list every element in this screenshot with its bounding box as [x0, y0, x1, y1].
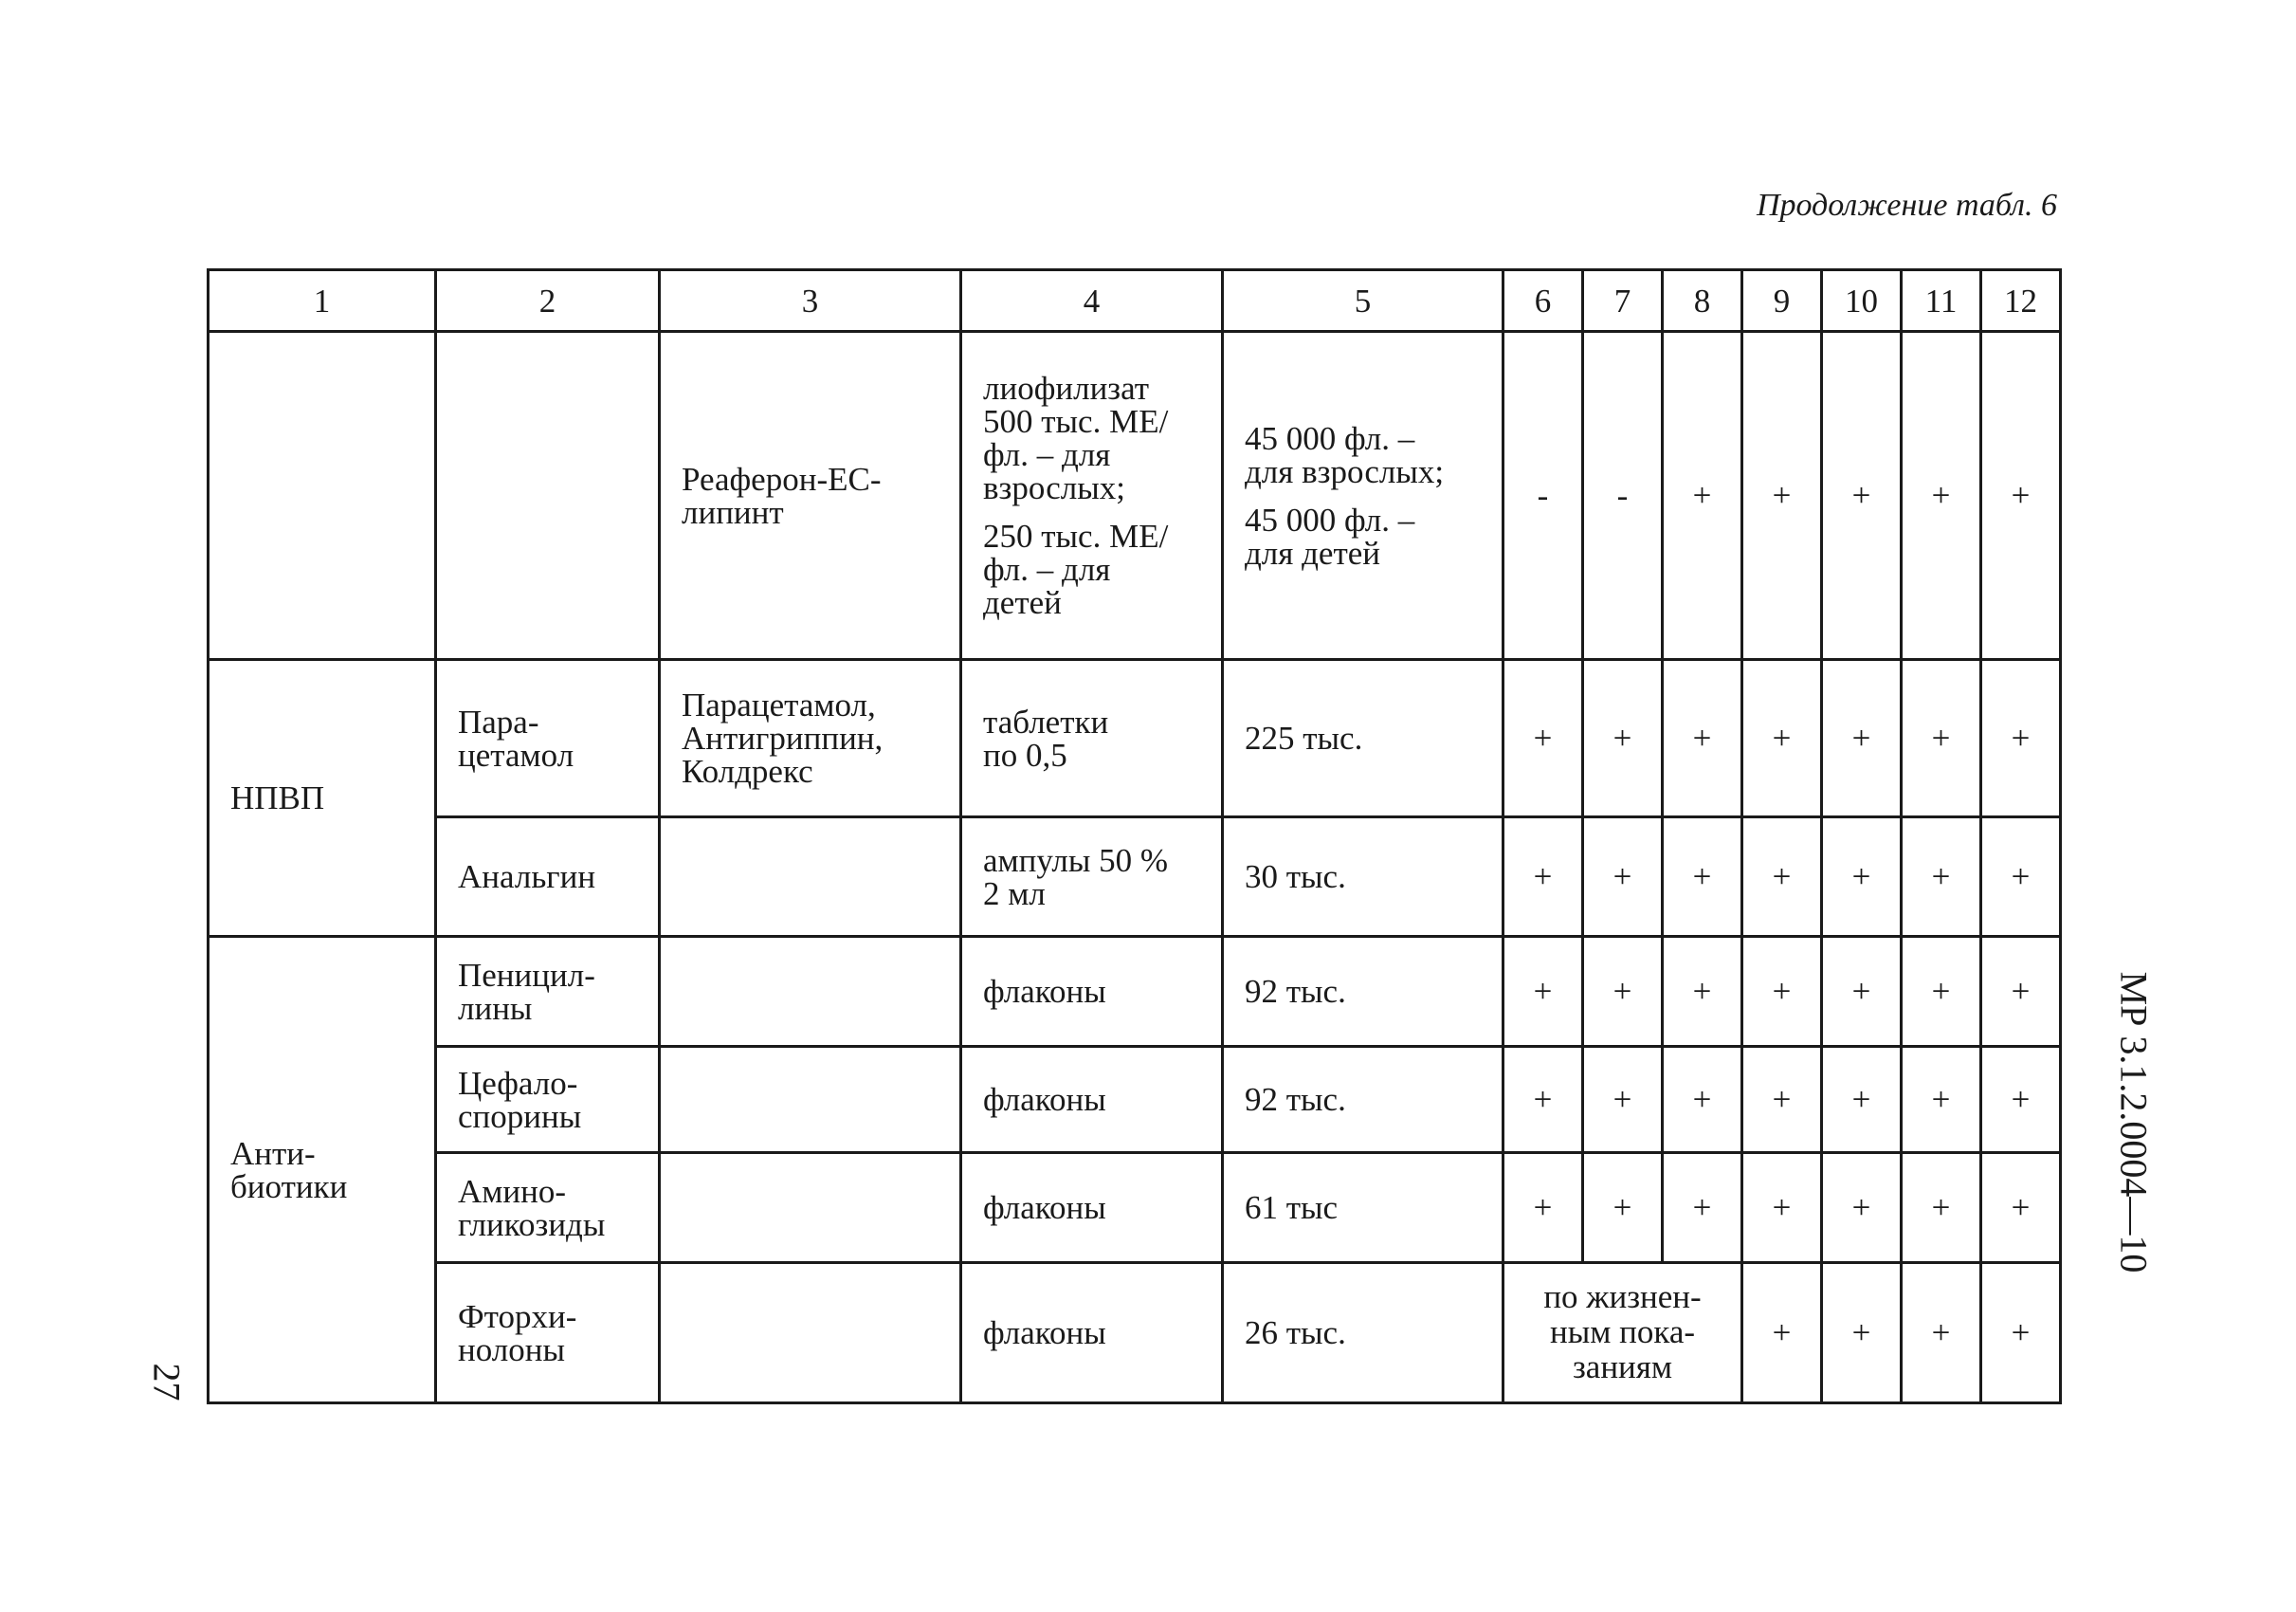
sign-cell: + — [1981, 1047, 2061, 1153]
table-cell — [660, 817, 961, 937]
table-cell: Анальгин — [436, 817, 660, 937]
table-cell: ампулы 50 % 2 мл — [961, 817, 1223, 937]
group-cell: НПВП — [209, 660, 436, 937]
sign-cell: + — [1822, 937, 1902, 1047]
data-table — [207, 268, 2062, 1404]
col-header: 10 — [1822, 270, 1902, 332]
sign-cell: + — [1663, 332, 1742, 660]
table-cell: 26 тыс. — [1223, 1263, 1503, 1403]
table-cell: флаконы — [961, 1153, 1223, 1263]
page-number: 27 — [145, 1363, 189, 1401]
sign-cell: + — [1822, 1263, 1902, 1403]
sign-cell: + — [1822, 1047, 1902, 1153]
table-cell: Парацетамол, Антигриппин, Колдрекс — [660, 660, 961, 817]
col-header: 5 — [1223, 270, 1503, 332]
sign-cell: + — [1742, 1047, 1822, 1153]
sign-cell: + — [1822, 660, 1902, 817]
quantity: 45 000 фл. – для взрослых; — [1245, 419, 1445, 490]
sign-cell: + — [1742, 1263, 1822, 1403]
sign-cell: + — [1503, 660, 1583, 817]
sign-cell: + — [1742, 937, 1822, 1047]
table-cell — [660, 1153, 961, 1263]
col-header: 9 — [1742, 270, 1822, 332]
table-cell: таблетки по 0,5 — [961, 660, 1223, 817]
col-header: 12 — [1981, 270, 2061, 332]
sign-cell: + — [1503, 1047, 1583, 1153]
col-header: 6 — [1503, 270, 1583, 332]
table-header-row — [209, 270, 2061, 332]
col-header: 11 — [1902, 270, 1981, 332]
col-header: 7 — [1583, 270, 1663, 332]
col-header: 2 — [436, 270, 660, 332]
table-row — [209, 332, 2061, 660]
table-cell — [660, 937, 961, 1047]
sign-cell: + — [1503, 937, 1583, 1047]
sign-cell: + — [1822, 332, 1902, 660]
sign-cell: + — [1503, 817, 1583, 937]
sign-cell: + — [1663, 1047, 1742, 1153]
table-cell — [961, 332, 1223, 660]
sign-cell: + — [1822, 1153, 1902, 1263]
table-cell: Амино- гликозиды — [436, 1153, 660, 1263]
col-header: 8 — [1663, 270, 1742, 332]
sign-cell: + — [1902, 937, 1981, 1047]
sign-cell: - — [1503, 332, 1583, 660]
sign-cell: + — [1981, 937, 2061, 1047]
table-cell — [1223, 332, 1503, 660]
table-cell: 61 тыс — [1223, 1153, 1503, 1263]
table-cell: 225 тыс. — [1223, 660, 1503, 817]
col-header: 3 — [660, 270, 961, 332]
col-header: 4 — [961, 270, 1223, 332]
table-row — [209, 1263, 2061, 1403]
table-cell — [660, 332, 961, 660]
sign-cell: + — [1503, 1153, 1583, 1263]
sign-cell: + — [1742, 817, 1822, 937]
table-cell: флаконы — [961, 937, 1223, 1047]
dosage-form: лиофилизат 500 тыс. МЕ/ фл. – для взрослых; — [983, 370, 1169, 506]
sign-cell: + — [1981, 332, 2061, 660]
table-row — [209, 937, 2061, 1047]
table-row — [209, 1153, 2061, 1263]
sign-cell: + — [1583, 1047, 1663, 1153]
sign-cell: + — [1981, 1263, 2061, 1403]
table-row — [209, 660, 2061, 817]
sign-cell: + — [1583, 660, 1663, 817]
group-cell: Анти- биотики — [209, 937, 436, 1403]
sign-cell: + — [1583, 817, 1663, 937]
merged-note-cell: по жизнен- ным пока- заниям — [1503, 1263, 1742, 1403]
sign-cell: + — [1822, 817, 1902, 937]
table-cell: Пара- цетамол — [436, 660, 660, 817]
table-caption: Продолжение табл. 6 — [1756, 188, 2057, 223]
sign-cell: + — [1902, 1047, 1981, 1153]
col-header: 1 — [209, 270, 436, 332]
sign-cell: - — [1583, 332, 1663, 660]
table-cell — [209, 332, 436, 660]
sign-cell: + — [1981, 660, 2061, 817]
sign-cell: + — [1583, 1153, 1663, 1263]
table-row — [209, 1047, 2061, 1153]
dosage-form: 250 тыс. МЕ/ фл. – для детей — [983, 518, 1169, 621]
document-code: МР 3.1.2.0004—10 — [2112, 971, 2156, 1273]
table-cell: Цефало- спорины — [436, 1047, 660, 1153]
sign-cell: + — [1663, 1153, 1742, 1263]
table-cell: Фторхи- нолоны — [436, 1263, 660, 1403]
sign-cell: + — [1742, 660, 1822, 817]
sign-cell: + — [1902, 1263, 1981, 1403]
sign-cell: + — [1663, 660, 1742, 817]
sign-cell: + — [1742, 1153, 1822, 1263]
sign-cell: + — [1981, 1153, 2061, 1263]
table-cell — [660, 1047, 961, 1153]
table-row — [209, 817, 2061, 937]
sign-cell: + — [1663, 817, 1742, 937]
table-cell: флаконы — [961, 1263, 1223, 1403]
table-cell — [660, 1263, 961, 1403]
sign-cell: + — [1583, 937, 1663, 1047]
sign-cell: + — [1902, 332, 1981, 660]
sign-cell: + — [1742, 332, 1822, 660]
drug-name: Реаферон-ЕС- липинт — [682, 460, 882, 531]
table-cell: 92 тыс. — [1223, 937, 1503, 1047]
quantity: 45 000 фл. – для детей — [1245, 501, 1415, 572]
sign-cell: + — [1981, 817, 2061, 937]
table-cell: 30 тыс. — [1223, 817, 1503, 937]
table-cell: флаконы — [961, 1047, 1223, 1153]
sign-cell: + — [1902, 817, 1981, 937]
sign-cell: + — [1663, 937, 1742, 1047]
table-cell: Пеницил- лины — [436, 937, 660, 1047]
table-cell: 92 тыс. — [1223, 1047, 1503, 1153]
sign-cell: + — [1902, 1153, 1981, 1263]
sign-cell: + — [1902, 660, 1981, 817]
table-cell — [436, 332, 660, 660]
